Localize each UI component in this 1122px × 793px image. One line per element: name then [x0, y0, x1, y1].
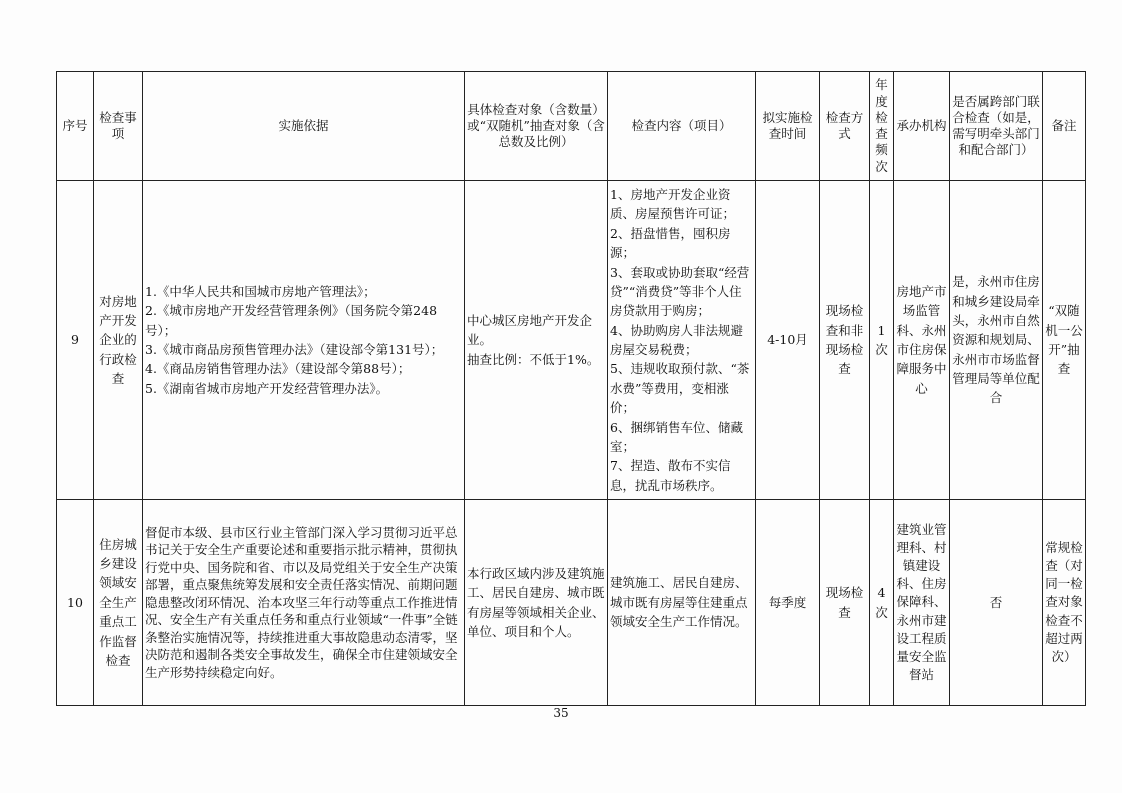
cell-time: 4-10月: [756, 181, 820, 500]
header-target: 具体检查对象（含数量）或“双随机”抽查对象（含总数及比例）: [465, 72, 608, 181]
cell-joint: 是，永州市住房和城乡建设局牵头，永州市自然资源和规划局、永州市市场监督管理局等单位配合: [950, 181, 1043, 500]
cell-freq: 1次: [870, 181, 894, 500]
table-row: [57, 500, 1086, 706]
header-time: 拟实施检查时间: [756, 72, 820, 181]
header-freq: 年度检查频次: [870, 72, 894, 181]
header-note: 备注: [1043, 72, 1086, 181]
header-basis: 实施依据: [143, 72, 465, 181]
cell-target: 中心城区房地产开发企业。 抽查比例：不低于1%。: [465, 181, 608, 500]
cell-freq: 4次: [870, 500, 894, 706]
cell-note: 常规检查（对同一检查对象检查不超过两次）: [1043, 500, 1086, 706]
cell-no: 10: [57, 500, 94, 706]
cell-joint: 否: [950, 500, 1043, 706]
cell-note: “双随机一公开”抽查: [1043, 181, 1086, 500]
cell-basis: 督促市本级、县市区行业主管部门深入学习贯彻习近平总书记关于安全生产重要论述和重要指示批示精神，贯彻执行党中央、国务院和省、市以及局党组关于安全生产决策部署，重点聚焦统筹发展和安全责任落实情况、前期问题隐患整改闭环情况、治本攻坚三年行动等重点工作推进情况、安全生产有关重点任务和重点行业领域“一件事”全链条整治实施情况等，持续推进重大事故隐患动态清零，坚决防范和遏制各类安全事故发生，确保全市住建领域安全生产形势持续稳定向好。: [143, 500, 465, 706]
cell-time: 每季度: [756, 500, 820, 706]
cell-item: 住房城乡建设领域安全生产重点工作监督检查: [94, 500, 143, 706]
header-no: 序号: [57, 72, 94, 181]
cell-item: 对房地产开发企业的行政检查: [94, 181, 143, 500]
header-joint: 是否属跨部门联合检查（如是，需写明牵头部门和配合部门）: [950, 72, 1043, 181]
header-org: 承办机构: [894, 72, 950, 181]
cell-target: 本行政区域内涉及建筑施工、居民自建房、城市既有房屋等领域相关企业、单位、项目和个人。: [465, 500, 608, 706]
cell-method: 现场检查: [820, 500, 870, 706]
cell-org: 建筑业管理科、村镇建设科、住房保障科、永州市建设工程质量安全监督站: [894, 500, 950, 706]
cell-no: 9: [57, 181, 94, 500]
cell-org: 房地产市场监管科、永州市住房保障服务中心: [894, 181, 950, 500]
cell-content: 建筑施工、居民自建房、城市既有房屋等住建重点领域安全生产工作情况。: [608, 500, 756, 706]
header-row: [57, 72, 1086, 181]
inspection-table: [56, 71, 1086, 706]
header-item: 检查事项: [94, 72, 143, 181]
cell-method: 现场检查和非现场检查: [820, 181, 870, 500]
table-row: [57, 181, 1086, 500]
cell-basis: 1.《中华人民共和国城市房地产管理法》； 2.《城市房地产开发经营管理条例》（国务院令第248号）； 3.《城市商品房预售管理办法》（建设部令第131号）； 4.《商品房销售管理办法》（建设部令第88号）； 5.《湖南省城市房地产开发经营管理办法》。: [143, 181, 465, 500]
cell-content: 1、房地产开发企业资质、房屋预售许可证； 2、捂盘惜售，囤积房源； 3、套取或协助套取“经营贷”“消费贷”等非个人住房贷款用于购房； 4、协助购房人非法规避房屋交易税费； 5、违规收取预付款、“茶水费”等费用，变相涨价； 6、捆绑销售车位、储藏室； 7、捏造、散布不实信息，扰乱市场秩序。: [608, 181, 756, 500]
header-content: 检查内容（项目）: [608, 72, 756, 181]
page-number: 35: [553, 706, 569, 720]
header-method: 检查方式: [820, 72, 870, 181]
